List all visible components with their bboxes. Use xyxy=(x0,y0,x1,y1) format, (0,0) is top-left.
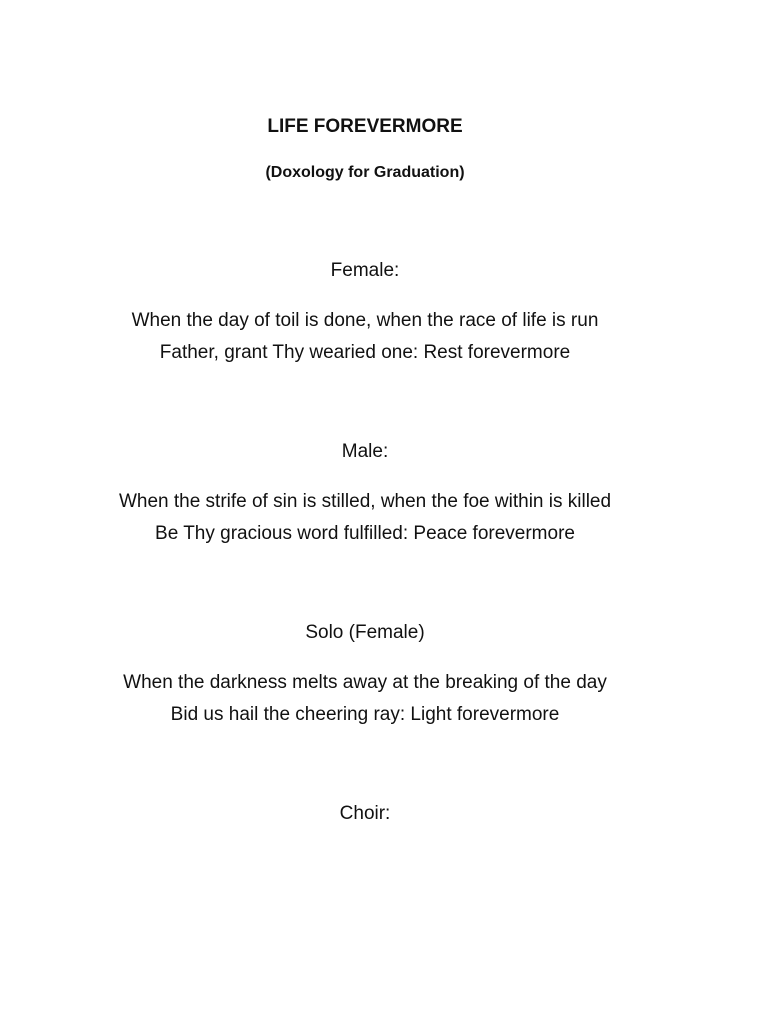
verse-line: When the day of toil is done, when the race of life is run xyxy=(131,310,599,331)
verse-line: When the strife of sin is stilled, when the foe within is killed xyxy=(118,491,612,512)
section-label-male: Male: xyxy=(341,441,389,462)
song-title: LIFE FOREVERMORE xyxy=(267,116,463,137)
song-subtitle: (Doxology for Graduation) xyxy=(265,164,465,181)
verse-line: Bid us hail the cheering ray: Light forevermore xyxy=(170,704,560,725)
verse-line: Be Thy gracious word fulfilled: Peace forevermore xyxy=(155,523,575,544)
section-label-female: Female: xyxy=(330,260,400,281)
section-label-choir: Choir: xyxy=(339,803,391,824)
section-label-solo: Solo (Female) xyxy=(305,622,425,643)
verse-line: When the darkness melts away at the breaking of the day xyxy=(123,672,607,693)
verse-line: Father, grant Thy wearied one: Rest forevermore xyxy=(159,342,571,363)
